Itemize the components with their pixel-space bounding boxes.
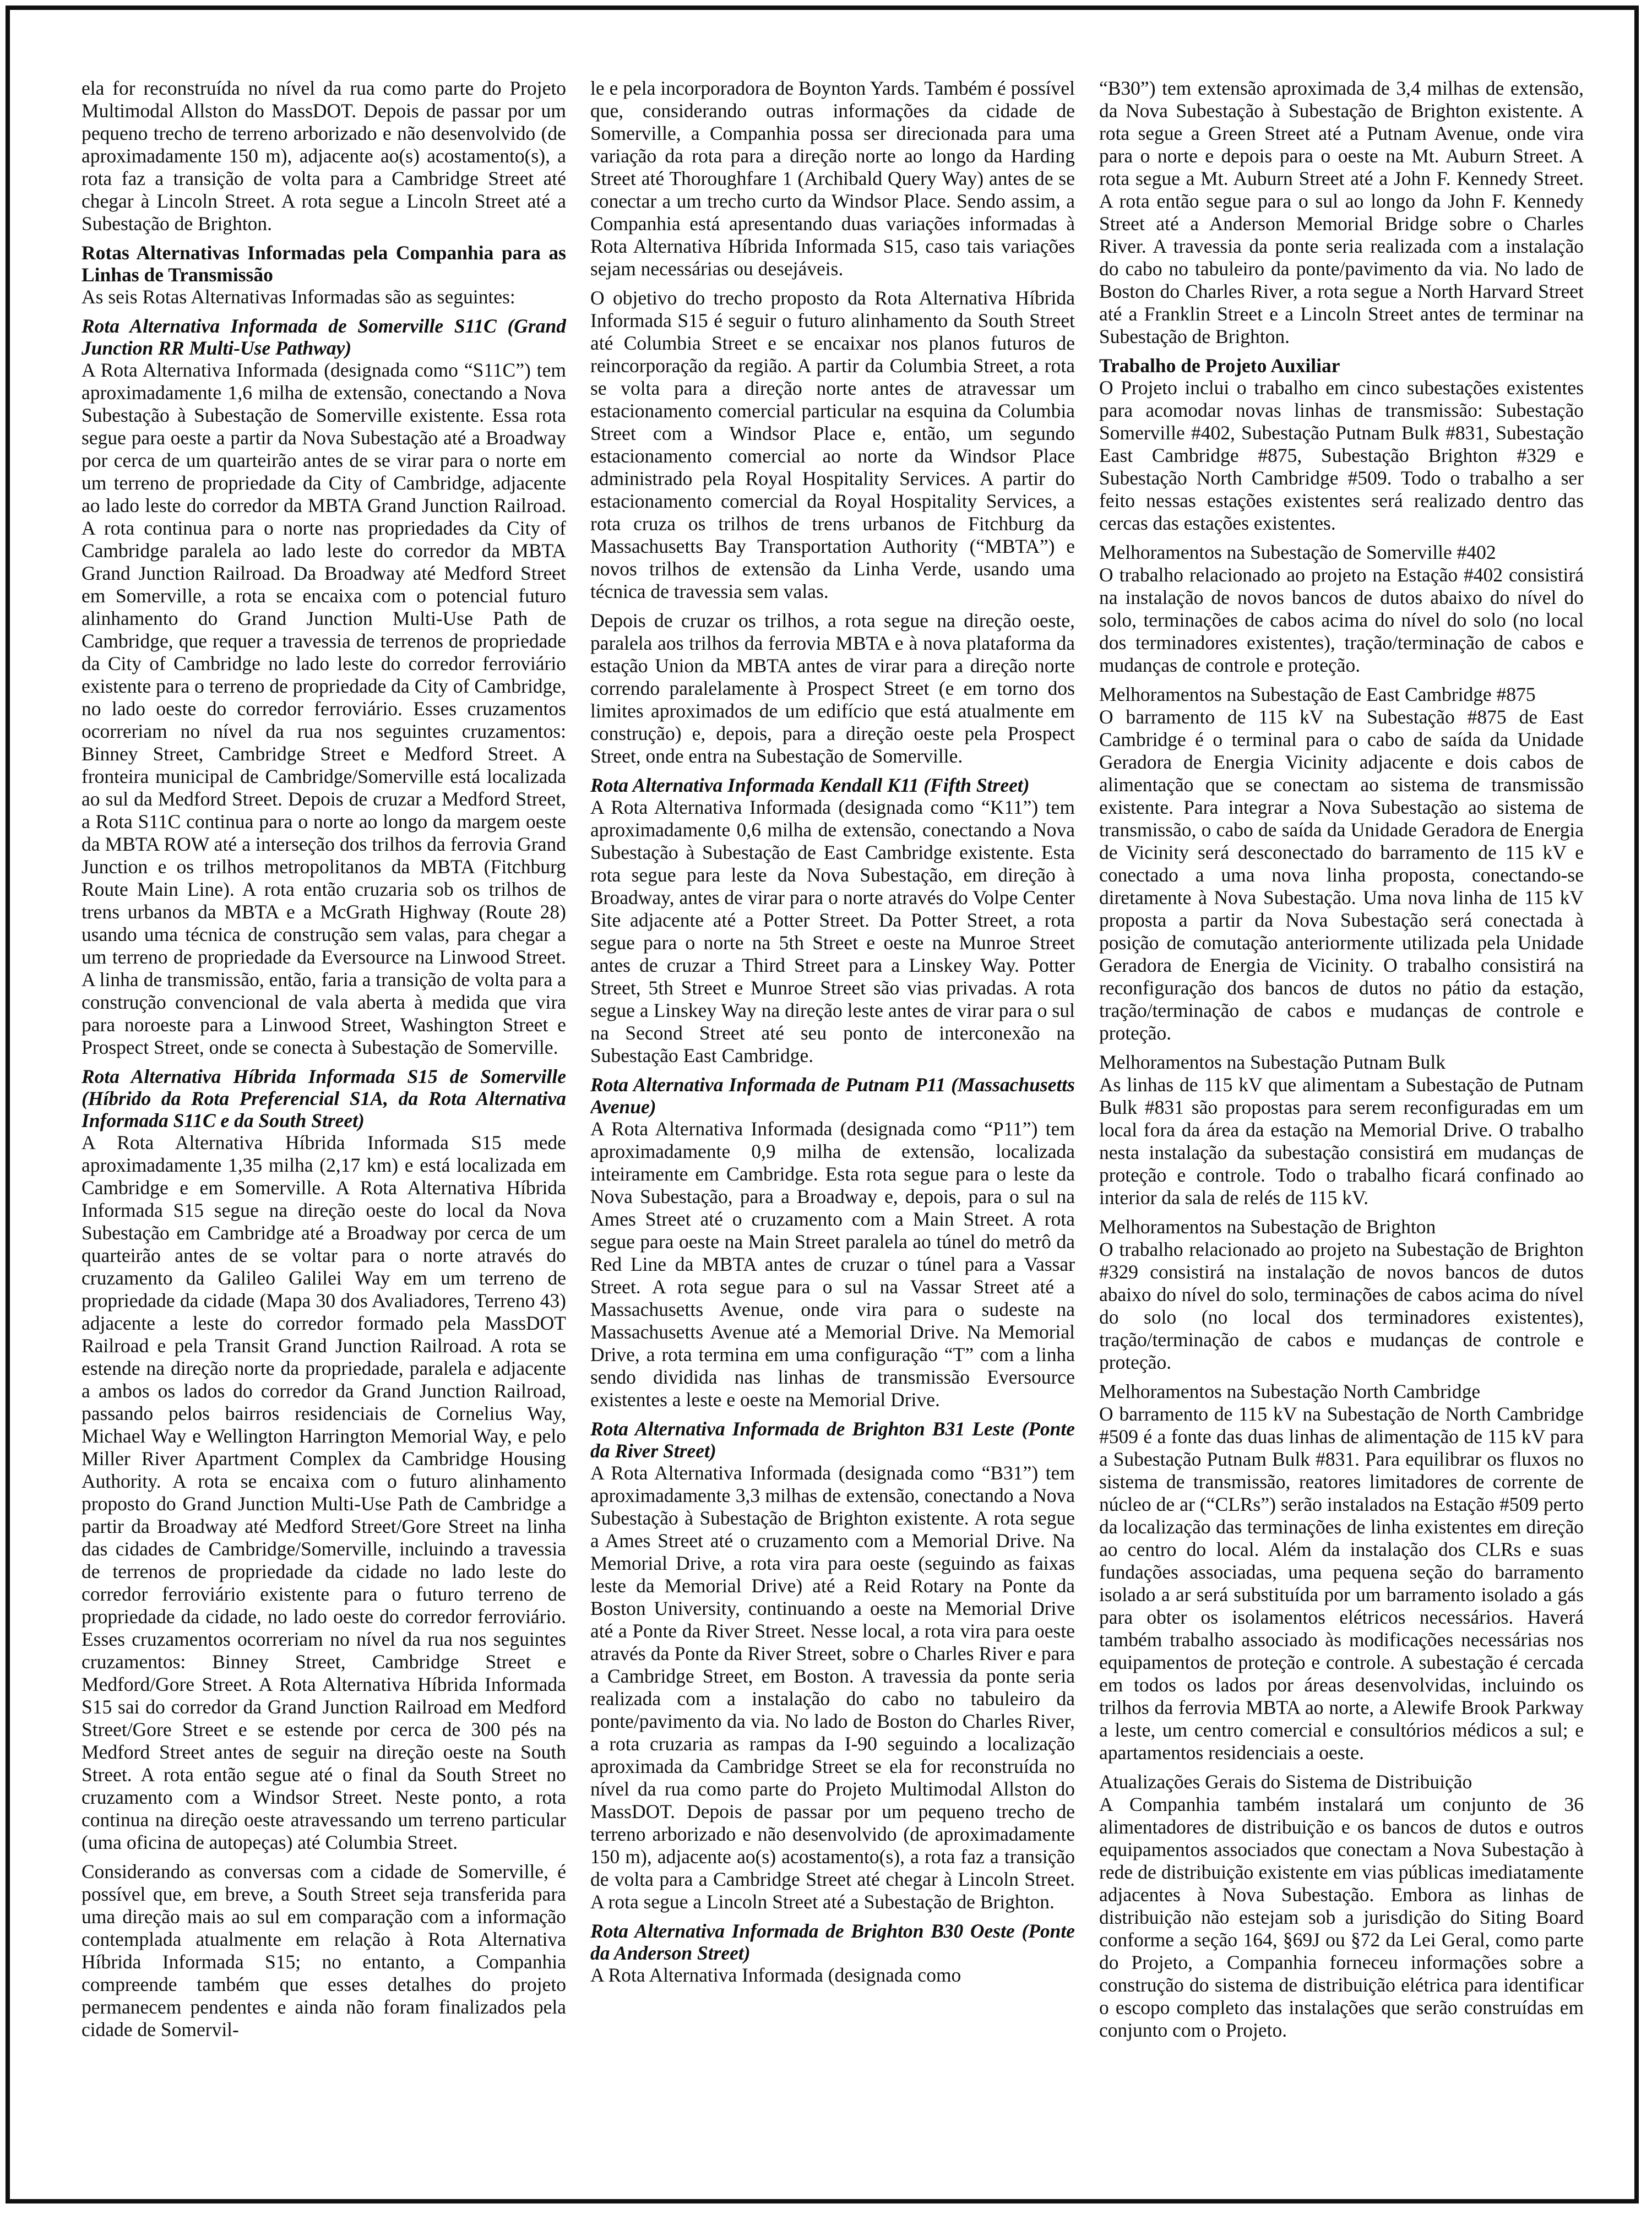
paragraph-route-b31: A Rota Alternativa Informada (designada como “B31”) tem aproximadamente 3,3 milhas de extensão, conectando a Nova Subestação à Subestação de Brighton existente. A rota segue a Ames Street até o cruzamento com a Memorial Drive. Na Memorial Drive, a rota vira para oeste (seguindo as faixas leste da Memorial Drive) até a Reid Rotary na Ponte da Boston University, continuando a oeste na Memorial Drive até a Ponte da River Street. Nesse local, a rota vira para oeste através da Ponte da River Street, sobre o Charles River e para a Cambridge Street, em Boston. A travessia da ponte seria realizada com a instalação do cabo no tabuleiro da ponte/pavimento da via. No lado de Boston do Charles River, a rota cruzaria as rampas da I-90 seguindo a localização aproximada da Cambridge Street se ela for reconstruída no nível da rua como parte do Projeto Multimodal Allston do MassDOT. Depois de passar por um pequeno trecho de terreno arborizado e não desenvolvido (de aproximadamente 150 m), adjacente ao(s) acostamento(s), a rota faz a transição de volta para a Cambridge Street até chegar à Lincoln Street. A rota segue a Lincoln Street até a Subestação de Brighton.: [590, 1462, 1075, 1913]
text-column-1: [81, 77, 566, 2136]
route-heading-k11: Rota Alternativa Informada Kendall K11 (Fifth Street): [590, 774, 1030, 796]
paragraph-route-b30-start: A Rota Alternativa Informada (designada como: [590, 1964, 961, 1986]
paragraph-auxiliary-work: O Projeto inclui o trabalho em cinco subestações existentes para acomodar novas linhas de transmissão: Subestação Somerville #402, Subestação Putnam Bulk #831, Subestação East Cambridge #875, Subestação Brighton #329 e Subestação North Cambridge #509. Todo o trabalho a ser feito nessas estações existentes será realizado dentro das cercas das estações existentes.: [1099, 377, 1584, 534]
paragraph-substation-402: O trabalho relacionado ao projeto na Estação #402 consistirá na instalação de novos bancos de dutos abaixo do nível do solo, terminações de cabos acima do nível do solo (no local dos terminadores existentes), tração/terminação de cabos e mudanças de controle e proteção.: [1099, 564, 1584, 676]
route-heading-s15: Rota Alternativa Híbrida Informada S15 de Somerville (Híbrido da Rota Preferencial S1A, da Rota Alternativa Informada S11C e da South Street): [81, 1065, 566, 1131]
subheading-substation-putnam: Melhoramentos na Subestação Putnam Bulk: [1099, 1051, 1446, 1073]
paragraph-route-s11c: A Rota Alternativa Informada (designada como “S11C”) tem aproximadamente 1,6 milha de extensão, conectando a Nova Subestação à Subestação de Somerville existente. Essa rota segue para oeste a partir da Nova Subestação até a Broadway por cerca de um quarteirão antes de se virar para o norte em um terreno de propriedade da City of Cambridge, adjacente ao lado leste do corredor da MBTA Grand Junction Railroad. A rota continua para o norte nas propriedades da City of Cambridge paralela ao lado leste do corredor da MBTA Grand Junction Railroad. Da Broadway até Medford Street em Somerville, a rota se encaixa com o potencial futuro alinhamento do Grand Junction Multi-Use Path de Cambridge, que requer a travessia de terrenos de propriedade da City of Cambridge no lado leste do corredor ferroviário existente para o terreno de propriedade da City of Cambridge, no lado oeste do corredor ferroviário. Esses cruzamentos ocorreriam no nível da rua nos seguintes cruzamentos: Binney Street, Cambridge Street e Medford Street. A fronteira municipal de Cambridge/Somerville está localizada ao sul da Medford Street. Depois de cruzar a Medford Street, a Rota S11C continua para o norte ao longo da margem oeste da MBTA ROW até a interseção dos trilhos da ferrovia Grand Junction e os trilhos metropolitanos da MBTA (Fitchburg Route Main Line). A rota então cruzaria sob os trilhos de trens urbanos da MBTA e a McGrath Highway (Route 28) usando uma técnica de construção sem valas, para chegar a um terreno de propriedade da Eversource na Linwood Street. A linha de transmissão, então, faria a transição de volta para a construção convencional de vala aberta à medida que vira para noroeste para a Linwood Street, Washington Street e Prospect Street, onde se conecta à Subestação de Somerville.: [81, 359, 566, 1058]
section-heading-auxiliary-work: Trabalho de Projeto Auxiliar: [1099, 355, 1340, 377]
paragraph-substation-north-cambridge: O barramento de 115 kV na Subestação de North Cambridge #509 é a fonte das duas linhas de alimentação de 115 kV para a Subestação Putnam Bulk #831. Para equilibrar os fluxos no sistema de transmissão, reatores limitadores de corrente de núcleo de ar (“CLRs”) serão instalados na Estação #509 perto da localização das terminações de linha existentes em direção ao centro do local. Além da instalação dos CLRs e suas fundações associadas, uma pequena seção do barramento isolado a ar será substituída por um barramento isolado a gás para obter os isolamentos elétricos necessários. Haverá também trabalho associado às modificações necessárias nos equipamentos de proteção e controle. A subestação é cercada em todos os lados por áreas desenvolvidas, incluindo os trilhos da ferrovia MBTA ao norte, a Alewife Brook Parkway a leste, um centro comercial e consultórios médicos a sul; e apartamentos residenciais a oeste.: [1099, 1403, 1584, 1764]
paragraph-after-tracks: Depois de cruzar os trilhos, a rota segue na direção oeste, paralela aos trilhos da ferrovia MBTA e à nova plataforma da estação Union da MBTA antes de virar para a direção norte correndo paralelamente à Prospect Street (e em torno dos limites aproximados de um edifício que está atualmente em construção) e, depois, para a direção oeste pela Prospect Street, onde entra na Subestação de Somerville.: [590, 610, 1075, 767]
paragraph-route-p11: A Rota Alternativa Informada (designada como “P11”) tem aproximadamente 0,9 milha de extensão, localizada inteiramente em Cambridge. Esta rota segue para o leste da Nova Subestação, para a Broadway e, depois, para o sul na Ames Street até o cruzamento com a Main Street. A rota segue para oeste na Main Street paralela ao túnel do metrô da Red Line da MBTA antes de cruzar o túnel para a Vassar Street. A rota segue para o sul na Vassar Street até a Massachusetts Avenue, onde vira para o sudeste na Massachusetts Avenue até a Memorial Drive. Na Memorial Drive, a rota termina em uma configuração “T” com a linha sendo dividida nas linhas de transmissão Eversource existentes a leste e oeste na Memorial Drive.: [590, 1118, 1075, 1411]
subheading-substation-402: Melhoramentos na Subestação de Somerville #402: [1099, 541, 1496, 563]
route-heading-b31: Rota Alternativa Informada de Brighton B31 Leste (Ponte da River Street): [590, 1418, 1075, 1462]
paragraph-distribution-updates: A Companhia também instalará um conjunto de 36 alimentadores de distribuição e os bancos de dutos e outros equipamentos associados que conectam a Nova Subestação à rede de distribuição existente em vias públicas imediatamente adjacentes à Nova Subestação. Embora as linhas de distribuição não estejam sob a jurisdição do Siting Board conforme a seção 164, §69J ou §72 da Lei Geral, como parte do Projeto, a Companhia forneceu informações sobre a construção do sistema de distribuição elétrica para identificar o escopo completo das instalações que serão construídas em conjunto com o Projeto.: [1099, 1793, 1584, 2041]
section-heading-alternative-routes: Rotas Alternativas Informadas pela Companhia para as Linhas de Transmissão: [81, 242, 566, 286]
subheading-substation-north-cambridge: Melhoramentos na Subestação North Cambridge: [1099, 1380, 1481, 1402]
paragraph-somerville-conversations: Considerando as conversas com a cidade de Somerville, é possível que, em breve, a South Street seja transferida para uma direção mais ao sul em comparação com a informação contemplada atualmente em relação à Rota Alternativa Híbrida Informada S15; no entanto, a Companhia compreende também que esses detalhes do projeto permanecem pendentes e ainda não foram finalizados pela cidade de Somervil-: [81, 1860, 566, 2041]
paragraph-route-b30-continued: “B30”) tem extensão aproximada de 3,4 milhas de extensão, da Nova Subestação à Subestação de Brighton existente. A rota segue a Green Street até a Putnam Avenue, onde vira para o norte e depois para o oeste na Mt. Auburn Street. A rota segue a Mt. Auburn Street até a John F. Kennedy Street. A rota então segue para o sul ao longo da John F. Kennedy Street até a Anderson Memorial Bridge sobre o Charles River. A travessia da ponte seria realizada com a instalação do cabo no tabuleiro da ponte/pavimento da via. No lado de Boston do Charles River, a rota segue a North Harvard Street até a Franklin Street e a Lincoln Street antes de terminar na Subestação de Brighton.: [1099, 77, 1584, 347]
route-heading-b30: Rota Alternativa Informada de Brighton B30 Oeste (Ponte da Anderson Street): [590, 1920, 1075, 1964]
paragraph-substation-brighton: O trabalho relacionado ao projeto na Subestação de Brighton #329 consistirá na instalação de novos bancos de dutos abaixo do nível do solo, terminações de cabos acima do nível do solo (no local dos terminadores existentes), tração/terminação de cabos e mudanças de controle e proteção.: [1099, 1238, 1584, 1373]
paragraph-substation-putnam: As linhas de 115 kV que alimentam a Subestação de Putnam Bulk #831 são propostas para serem reconfiguradas em um local fora da área da estação na Memorial Drive. O trabalho nesta instalação da subestação consistirá em mudanças de proteção e controle. Todo o trabalho ficará confinado ao interior da sala de relés de 115 kV.: [1099, 1074, 1584, 1209]
subheading-substation-brighton: Melhoramentos na Subestação de Brighton: [1099, 1216, 1436, 1238]
paragraph-somerville-continued: le e pela incorporadora de Boynton Yards. Também é possível que, considerando outras informações da cidade de Somerville, a Companhia possa ser direcionada para uma variação da rota para a direção norte ao longo da Harding Street até Thoroughfare 1 (Archibald Query Way) antes de se conectar a um trecho curto da Windsor Place. Sendo assim, a Companhia está apresentando duas variações informadas à Rota Alternativa Híbrida Informada S15, caso tais variações sejam necessárias ou desejáveis.: [590, 77, 1075, 280]
paragraph-route-k11: A Rota Alternativa Informada (designada como “K11”) tem aproximadamente 0,6 milha de extensão, conectando a Nova Subestação à Subestação de East Cambridge existente. Esta rota segue para leste da Nova Subestação, em direção à Broadway, antes de virar para o norte através do Volpe Center Site adjacente até a Potter Street. Da Potter Street, a rota segue para o norte na 5th Street e oeste na Munroe Street antes de cruzar a Third Street para a Linskey Way. Potter Street, 5th Street e Munroe Street são vias privadas. A rota segue a Linskey Way na direção leste antes de virar para o sul na Second Street até seu ponto de interconexão na Subestação East Cambridge.: [590, 796, 1075, 1067]
subheading-distribution-updates: Atualizações Gerais do Sistema de Distribuição: [1099, 1771, 1472, 1793]
route-heading-p11: Rota Alternativa Informada de Putnam P11 (Massachusetts Avenue): [590, 1074, 1075, 1118]
paragraph-alternative-routes-intro: As seis Rotas Alternativas Informadas são as seguintes:: [81, 286, 515, 308]
route-heading-s11c: Rota Alternativa Informada de Somerville S11C (Grand Junction RR Multi-Use Pathway): [81, 315, 566, 359]
paragraph-route-s15: A Rota Alternativa Híbrida Informada S15 mede aproximadamente 1,35 milha (2,17 km) e está localizada em Cambridge e em Somerville. A Rota Alternativa Híbrida Informada S15 segue na direção oeste do local da Nova Subestação em Cambridge até a Broadway por cerca de um quarteirão antes de se voltar para o norte através do cruzamento da Galileo Galilei Way em um terreno de propriedade da cidade (Mapa 30 dos Avaliadores, Terreno 43) adjacente a leste do corredor formado pela MassDOT Railroad e pela Transit Grand Junction Railroad. A rota se estende na direção norte da propriedade, paralela e adjacente a ambos os lados do corredor da Grand Junction Railroad, passando pelos bairros residenciais de Cornelius Way, Michael Way e Wellington Harrington Memorial Way, e pelo Miller River Apartment Complex da Cambridge Housing Authority. A rota se encaixa com o futuro alinhamento proposto do Grand Junction Multi-Use Path de Cambridge a partir da Broadway até Medford Street/Gore Street na linha das cidades de Cambridge/Somerville, incluindo a travessia de terrenos de propriedade da cidade no lado leste do corredor ferroviário existente para o futuro terreno de propriedade da cidade, no lado oeste do corredor ferroviário. Esses cruzamentos ocorreriam no nível da rua nos seguintes cruzamentos: Binney Street, Cambridge Street e Medford/Gore Street. A Rota Alternativa Híbrida Informada S15 sai do corredor da Grand Junction Railroad em Medford Street/Gore Street e se estende por cerca de 300 pés na Medford Street antes de seguir na direção oeste na South Street. A rota então segue até o final da South Street no cruzamento com a Windsor Street. Neste ponto, a rota continua na direção oeste atravessando um terreno particular (uma oficina de autopeças) até Columbia Street.: [81, 1131, 566, 1853]
text-column-3: [1099, 77, 1584, 2136]
paragraph-s15-objective: O objetivo do trecho proposto da Rota Alternativa Híbrida Informada S15 é seguir o futuro alinhamento da South Street até Columbia Street e se encaixar nos planos futuros de reincorporação da região. A partir da Columbia Street, a rota se volta para a direção norte antes de atravessar um estacionamento comercial particular na esquina da Columbia Street com a Windsor Place e, então, um segundo estacionamento comercial ao norte da Windsor Place administrado pela Royal Hospitality Services. A partir do estacionamento comercial da Royal Hospitality Services, a rota cruza os trilhos de trens urbanos de Fitchburg da Massachusetts Bay Transportation Authority (“MBTA”) e novos trilhos de extensão da Linha Verde, usando uma técnica de travessia sem valas.: [590, 287, 1075, 602]
text-column-2: [590, 77, 1075, 2136]
subheading-substation-875: Melhoramentos na Subestação de East Cambridge #875: [1099, 683, 1536, 705]
paragraph-substation-875: O barramento de 115 kV na Subestação #875 de East Cambridge é o terminal para o cabo de saída da Unidade Geradora de Energia Vicinity adjacente e dois cabos de alimentação que se conectam ao sistema de transmissão existente. Para integrar a Nova Subestação ao sistema de transmissão, o cabo de saída da Unidade Geradora de Energia de Vicinity será desconectado do barramento de 115 kV e conectado a uma nova linha proposta, conectando-se diretamente à Nova Subestação. Uma nova linha de 115 kV proposta a partir da Nova Subestação será conectada à posição de comutação anteriormente utilizada pela Unidade Geradora de Energia de Vicinity. O trabalho consistirá na reconfiguração dos bancos de dutos no pátio da estação, tração/terminação de cabos e mudanças de controle e proteção.: [1099, 706, 1584, 1044]
paragraph-b31-continued: ela for reconstruída no nível da rua como parte do Projeto Multimodal Allston do MassDOT. Depois de passar por um pequeno trecho de terreno arborizado e não desenvolvido (de aproximadamente 150 m), adjacente ao(s) acostamento(s), a rota faz a transição de volta para a Cambridge Street até chegar à Lincoln Street. A rota segue a Lincoln Street até a Subestação de Brighton.: [81, 77, 566, 235]
